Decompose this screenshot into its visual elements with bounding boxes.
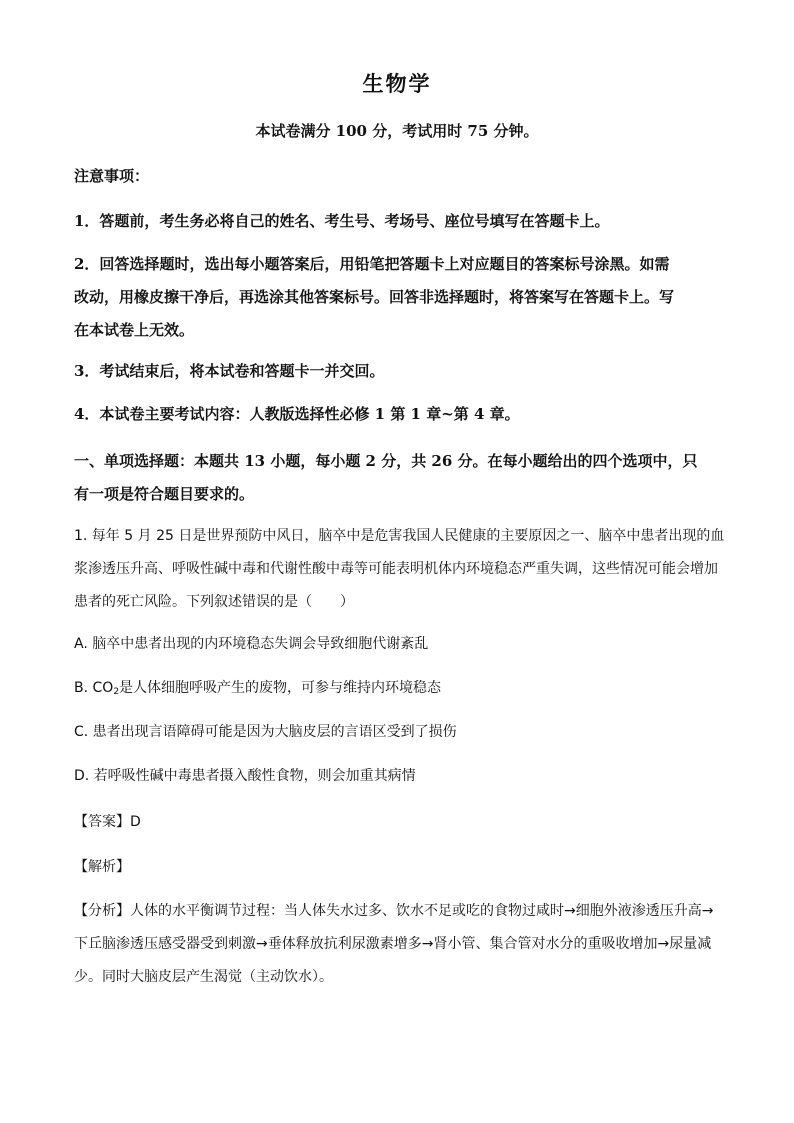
section-heading-line-2: 有一项是符合题目要求的。 [74,485,255,503]
section-heading-line-1: 一、单项选择题：本题共 13 小题，每小题 2 分，共 26 分。在每小题给出的四个选项中，只 [74,452,698,470]
answer-label: 【答案】 [74,814,130,830]
section-heading [74,445,724,511]
question-1-line-1: 1. 每年 5 月 25 日是世界预防中风日，脑卒中是危害我国人民健康的主要原因之一、脑卒中患者出现的血 [74,528,725,544]
analysis-label: 【解析】 [74,859,130,875]
answer-value: D [130,814,141,830]
analysis-text [74,895,724,994]
option-b-prefix: B. CO [74,680,114,696]
notice-item-3: 3．考试结束后，将本试卷和答题卡一并交回。 [74,362,385,380]
option-d: D. 若呼吸性碱中毒患者摄入酸性食物，则会加重其病情 [74,768,416,784]
notice-heading: 注意事项： [74,167,150,185]
page-title: 生物学 [362,71,432,96]
notice-item-2-line-3: 在本试卷上无效。 [74,321,195,339]
notice-item-2-line-1: 2．回答选择题时，选出每小题答案后，用铅笔把答题卡上对应题目的答案标号涂黑。如需 [74,255,670,273]
notice-item-2 [74,248,724,347]
question-1-line-3: 患者的死亡风险。下列叙述错误的是（ ） [74,594,354,610]
option-b-text: 是人体细胞呼吸产生的废物，可参与维持内环境稳态 [119,680,442,696]
option-b [74,672,724,705]
analysis-line-2: 下丘脑渗透压感受器受到刺激→垂体释放抗利尿激素增多→肾小管、集合管对水分的重吸收增加→尿量减 [74,936,712,952]
exam-info: 本试卷满分 100 分，考试用时 75 分钟。 [255,122,539,140]
notice-item-1: 1．答题前，考生务必将自己的姓名、考生号、考场号、座位号填写在答题卡上。 [74,212,610,230]
question-1-line-2: 浆渗透压升高、呼吸性碱中毒和代谢性酸中毒等可能表明机体内环境稳态严重失调，这些情况可能会增加 [74,561,718,577]
notice-item-4: 4．本试卷主要考试内容：人教版选择性必修 1 第 1 章~第 4 章。 [74,405,520,423]
answer-line [74,806,724,839]
notice-item-2-line-2: 改动，用橡皮擦干净后，再选涂其他答案标号。回答非选择题时，将答案写在答题卡上。写 [74,288,675,306]
analysis-line-1: 【分析】人体的水平衡调节过程：当人体失水过多、饮水不足或吃的食物过咸时→细胞外液渗透压升高→ [74,903,714,919]
option-a: A. 脑卒中患者出现的内环境稳态失调会导致细胞代谢紊乱 [74,636,429,652]
analysis-line-3: 少。同时大脑皮层产生渴觉（主动饮水）。 [74,969,333,985]
question-1-stem [74,520,724,619]
option-c: C. 患者出现言语障碍可能是因为大脑皮层的言语区受到了损伤 [74,724,457,740]
option-b-subscript: 2 [113,687,120,697]
